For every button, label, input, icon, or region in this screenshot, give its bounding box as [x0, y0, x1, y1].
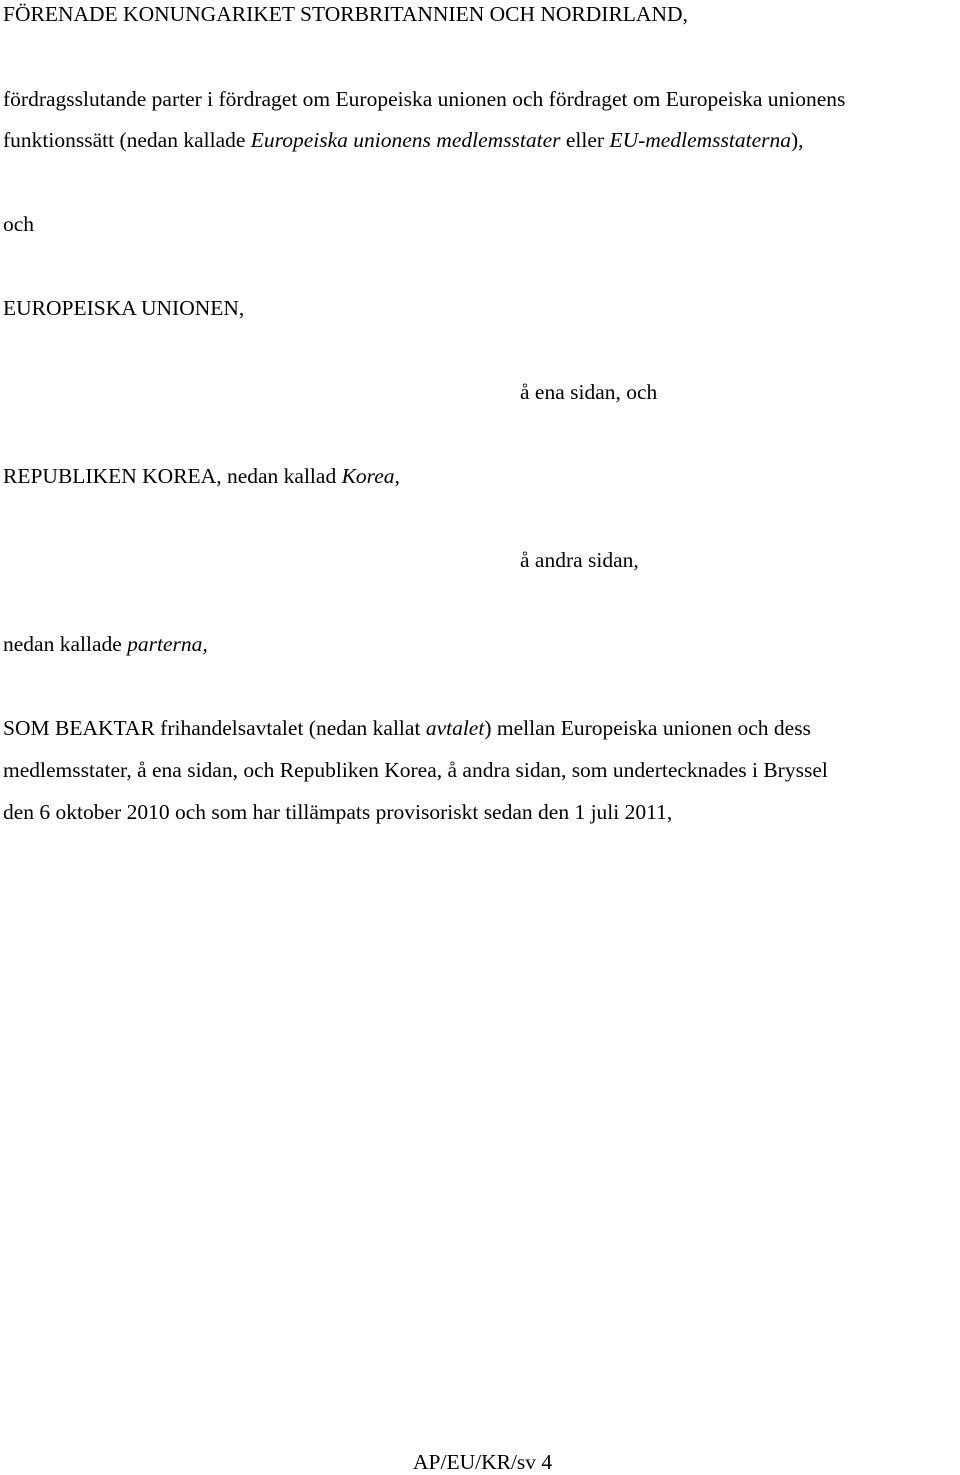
considering-line-1 — [3, 718, 811, 740]
parties-text: nedan kallade — [3, 632, 128, 656]
parties-italic: parterna, — [127, 632, 208, 656]
page-reference: AP/EU/KR/sv 4 — [413, 1450, 553, 1474]
considering-text-b: ) mellan Europeiska unionen och dess — [484, 716, 811, 740]
one-side-line: å ena sidan, och — [520, 380, 658, 404]
considering-italic: avtalet — [425, 716, 485, 740]
parties-line-2-text-b: eller — [560, 128, 610, 152]
och-line: och — [3, 212, 35, 236]
parties-line-2-italic-b: EU-medlemsstaterna — [609, 128, 791, 152]
korea-line — [3, 466, 400, 488]
eu-line: EUROPEISKA UNIONEN, — [3, 296, 245, 320]
parties-line-1: fördragsslutande parter i fördraget om Europeiska unionen och fördraget om Europeiska unionens — [3, 87, 846, 111]
considering-line-3: den 6 oktober 2010 och som har tillämpats provisoriskt sedan den 1 juli 2011, — [3, 800, 673, 824]
parties-line-2-text-a: funktionssätt (nedan kallade — [3, 128, 251, 152]
parties-defined-line — [3, 634, 208, 656]
korea-tail: , — [394, 464, 400, 488]
heading: FÖRENADE KONUNGARIKET STORBRITANNIEN OCH NORDIRLAND, — [3, 2, 688, 26]
korea-italic: Korea — [341, 464, 395, 488]
considering-text-a: SOM BEAKTAR frihandelsavtalet (nedan kallat — [3, 716, 426, 740]
considering-line-2: medlemsstater, å ena sidan, och Republiken Korea, å andra sidan, som undertecknades i Bryssel — [3, 758, 828, 782]
parties-line-2-text-c: ), — [790, 128, 804, 152]
parties-line-2-italic-a: Europeiska unionens medlemsstater — [250, 128, 561, 152]
parties-line-2 — [3, 130, 804, 152]
korea-text: REPUBLIKEN KOREA, nedan kallad — [3, 464, 342, 488]
other-side-line: å andra sidan, — [520, 548, 639, 572]
